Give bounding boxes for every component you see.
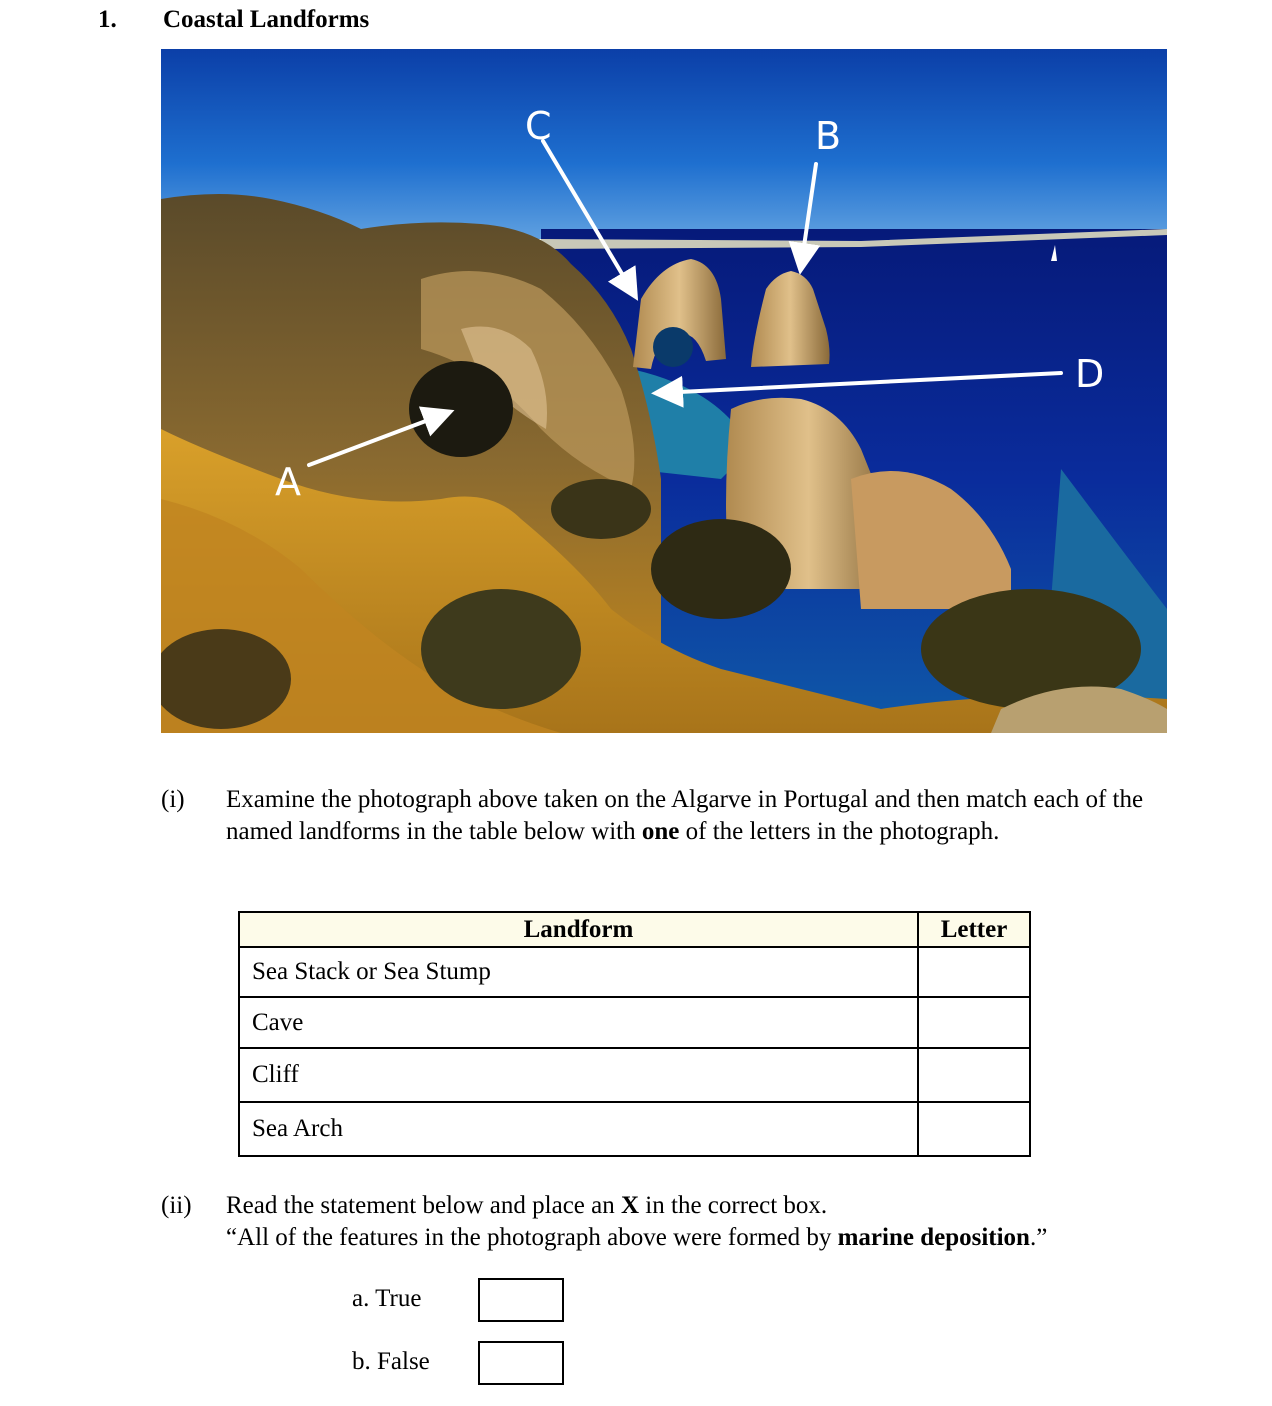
part-ii-line1-bold: X bbox=[620, 1192, 640, 1219]
part-ii-line2-bold: marine deposition bbox=[837, 1224, 1030, 1251]
option-true-checkbox[interactable] bbox=[478, 1278, 564, 1322]
letter-answer-cell[interactable] bbox=[918, 1048, 1030, 1102]
part-i-text-after: of the letters in the photograph. bbox=[679, 818, 1000, 845]
table-row bbox=[239, 947, 1030, 997]
part-i-number: (i) bbox=[161, 786, 185, 813]
landform-table bbox=[238, 911, 1031, 1157]
landform-name: Sea Stack or Sea Stump bbox=[239, 947, 918, 997]
label-b: B bbox=[815, 114, 842, 158]
table-row bbox=[239, 997, 1030, 1048]
part-ii-line1-after: in the correct box. bbox=[639, 1192, 828, 1219]
option-true-label: a. True bbox=[352, 1285, 422, 1312]
part-ii-line2-after: .” bbox=[1029, 1224, 1048, 1251]
part-ii-line1-before: Read the statement below and place an bbox=[226, 1192, 621, 1219]
question-number: 1. bbox=[98, 6, 117, 33]
landform-name: Cliff bbox=[239, 1048, 918, 1102]
coastal-photograph bbox=[161, 49, 1167, 733]
part-i-instructions bbox=[226, 784, 1166, 848]
letter-answer-cell[interactable] bbox=[918, 997, 1030, 1048]
letter-answer-cell[interactable] bbox=[918, 1102, 1030, 1156]
header-letter: Letter bbox=[918, 912, 1030, 947]
part-i-text-bold: one bbox=[641, 818, 680, 845]
option-false-label: b. False bbox=[352, 1348, 430, 1375]
part-ii-instructions bbox=[226, 1190, 1166, 1254]
header-landform: Landform bbox=[239, 912, 918, 947]
label-d: D bbox=[1075, 352, 1105, 396]
part-i-text-before: Examine the photograph above taken on the Algarve in Portugal and then match each of the named landforms in the table below with bbox=[226, 786, 1144, 845]
label-c: C bbox=[525, 104, 552, 148]
label-a: A bbox=[275, 460, 301, 504]
table-row bbox=[239, 1102, 1030, 1156]
part-ii-line2-before: “All of the features in the photograph above were formed by bbox=[226, 1224, 838, 1251]
part-ii-number: (ii) bbox=[161, 1192, 192, 1219]
table-header-row bbox=[239, 912, 1030, 947]
landform-name: Cave bbox=[239, 997, 918, 1048]
table-row bbox=[239, 1048, 1030, 1102]
option-false-checkbox[interactable] bbox=[478, 1341, 564, 1385]
letter-answer-cell[interactable] bbox=[918, 947, 1030, 997]
question-title: Coastal Landforms bbox=[163, 6, 370, 33]
landform-name: Sea Arch bbox=[239, 1102, 918, 1156]
